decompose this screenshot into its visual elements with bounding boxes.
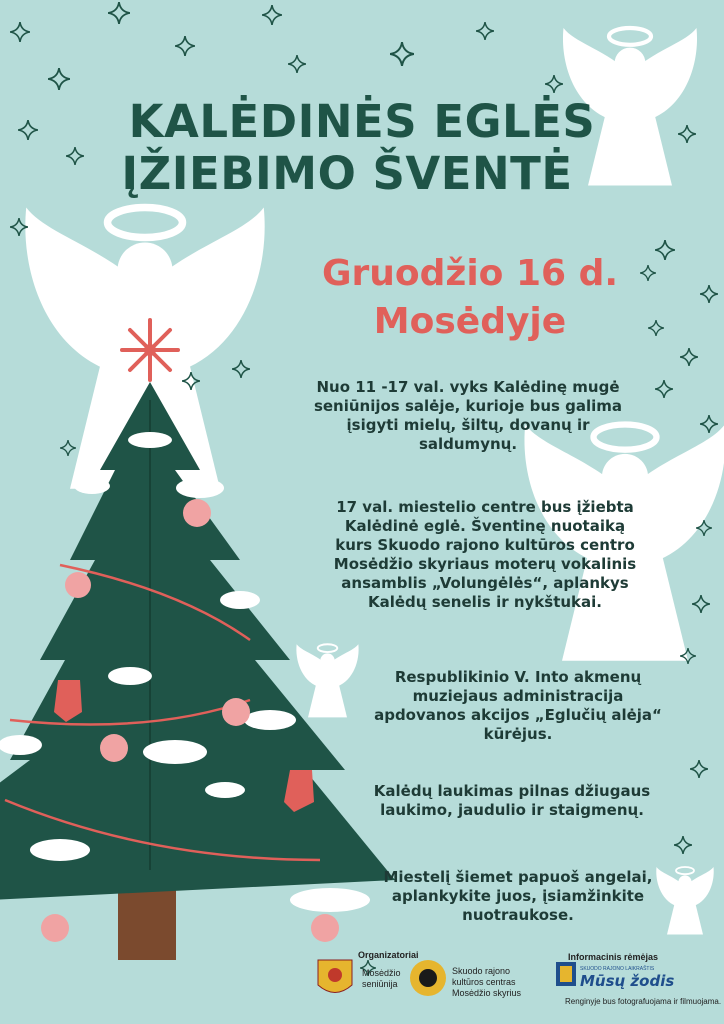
- culture-centre-logo-icon: [410, 960, 446, 996]
- organizer-1: Mosėdžio seniūnija: [362, 968, 401, 989]
- title-line-2: ĮŽIEBIMO ŠVENTĖ: [121, 147, 573, 200]
- event-date: Gruodžio 16 d.: [321, 253, 619, 294]
- paragraph-fair: Nuo 11 -17 val. vyks Kalėdinę mugė seniūnijos salėje, kurioje bus galima įsigyti mielų, šiltų, dovanų ir saldumynų.: [313, 378, 623, 453]
- paragraph-angels: Miestelį šiemet papuoš angelai, aplankykite juos, įsiamžinkite nuotraukose.: [383, 868, 653, 924]
- media-sponsor-heading: Informacinis rėmėjas: [568, 952, 659, 962]
- title-line-1: KALĖDINĖS EGLĖS: [128, 95, 596, 148]
- filming-note: Renginyje bus fotografuojama ir filmuojama.: [565, 997, 722, 1006]
- newspaper-logo-icon: [556, 962, 576, 986]
- event-place: Mosėdyje: [373, 301, 567, 342]
- organizer-2: Skuodo rajono kultūros centras Mosėdžio skyrius: [452, 966, 522, 998]
- event-title: [0, 96, 724, 200]
- paragraph-lighting: 17 val. miestelio centre bus įžiebta Kalėdinė eglė. Šventinę nuotaiką kurs Skuodo rajono kultūros centro Mosėdžio skyriaus moterų vokalinis ansamblis „Volungėlės“, aplankys Kalėdų senelis ir nykštukai.: [333, 498, 637, 611]
- newspaper-subtitle: SKUODO RAJONO LAIKRAŠTIS: [580, 966, 655, 972]
- newspaper-name: Mūsų žodis: [580, 972, 675, 990]
- event-date-place: [270, 252, 670, 344]
- organizers-heading: Organizatoriai: [358, 950, 419, 960]
- paragraph-waiting: Kalėdų laukimas pilnas džiugaus laukimo, jaudulio ir staigmenų.: [373, 782, 651, 819]
- coat-of-arms-icon: [318, 960, 352, 993]
- paragraph-award: Respublikinio V. Into akmenų muziejaus administracija apdovanos akcijos „Eglučių alėja“ kūrėjus.: [374, 668, 662, 743]
